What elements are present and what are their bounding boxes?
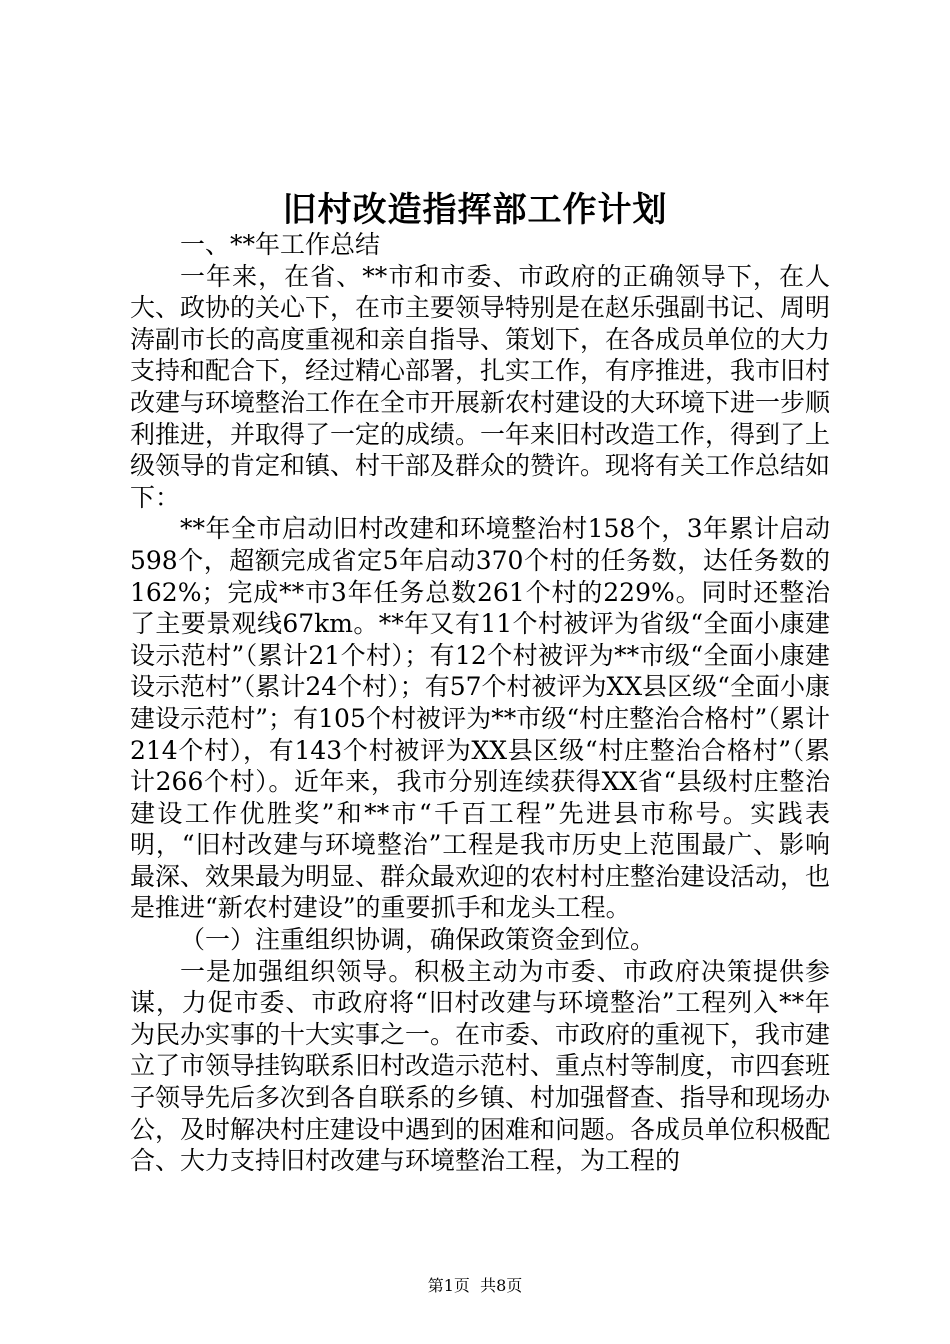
section-heading: 一、**年工作总结 [180,230,381,259]
paragraph: **年全市启动旧村改建和环境整治村158个，3年累计启动598个，超额完成省定5年启动370个村的任务数，达任务数的162%；完成**市3年任务总数261个村的229%。同时还整治了主要景观线67km。**年又有11个村被评为省级“全面小康建设示范村”（累计21个村）；有12个村被评为**市级“全面小康建设示范村”（累计24个村）；有57个村被评为XX县区级“全面小康建设示范村”；有105个村被评为**市级“村庄整治合格村”（累计214个村），有143个村被评为XX县区级“村庄整治合格村”（累计266个村）。近年来，我市分别连续获得XX省“县级村庄整治建设工作优胜奖”和**市“千百工程”先进县市称号。实践表明，“旧村改建与环境整治”工程是我市历史上范围最广、影响最深、效果最为明显、群众最欢迎的农村村庄整治建设活动，也是推进“新农村建设”的重要抓手和龙头工程。 [130,514,831,923]
paragraph: 一是加强组织领导。积极主动为市委、市政府决策提供参谋，力促市委、市政府将“旧村改建与环境整治”工程列入**年为民办实事的十大实事之一。在市委、市政府的重视下，我市建立了市领导挂钩联系旧村改造示范村、重点村等制度，市四套班子领导先后多次到各自联系的乡镇、村加强督查、指导和现场办公，及时解决村庄建设中遇到的困难和问题。各成员单位积极配合、大力支持旧村改建与环境整治工程，为工程的 [130,956,831,1176]
subsection-heading: （一）注重组织协调，确保政策资金到位。 [180,925,656,955]
page-number: 第1页 [427,1276,470,1295]
document-body [130,229,830,1177]
page-total: 共8页 [480,1276,523,1295]
paragraph: 一年来，在省、**市和市委、市政府的正确领导下，在人大、政协的关心下，在市主要领导特别是在赵乐强副书记、周明涛副市长的高度重视和亲自指导、策划下，在各成员单位的大力支持和配合下，经过精心部署，扎实工作，有序推进，我市旧村改建与环境整治工作在全市开展新农村建设的大环境下进一步顺利推进，并取得了一定的成绩。一年来旧村改造工作，得到了上级领导的肯定和镇、村干部及群众的赞许。现将有关工作总结如下： [130,261,831,512]
document-title: 旧村改造指挥部工作计划 [282,190,668,230]
page-footer [0,1273,950,1296]
